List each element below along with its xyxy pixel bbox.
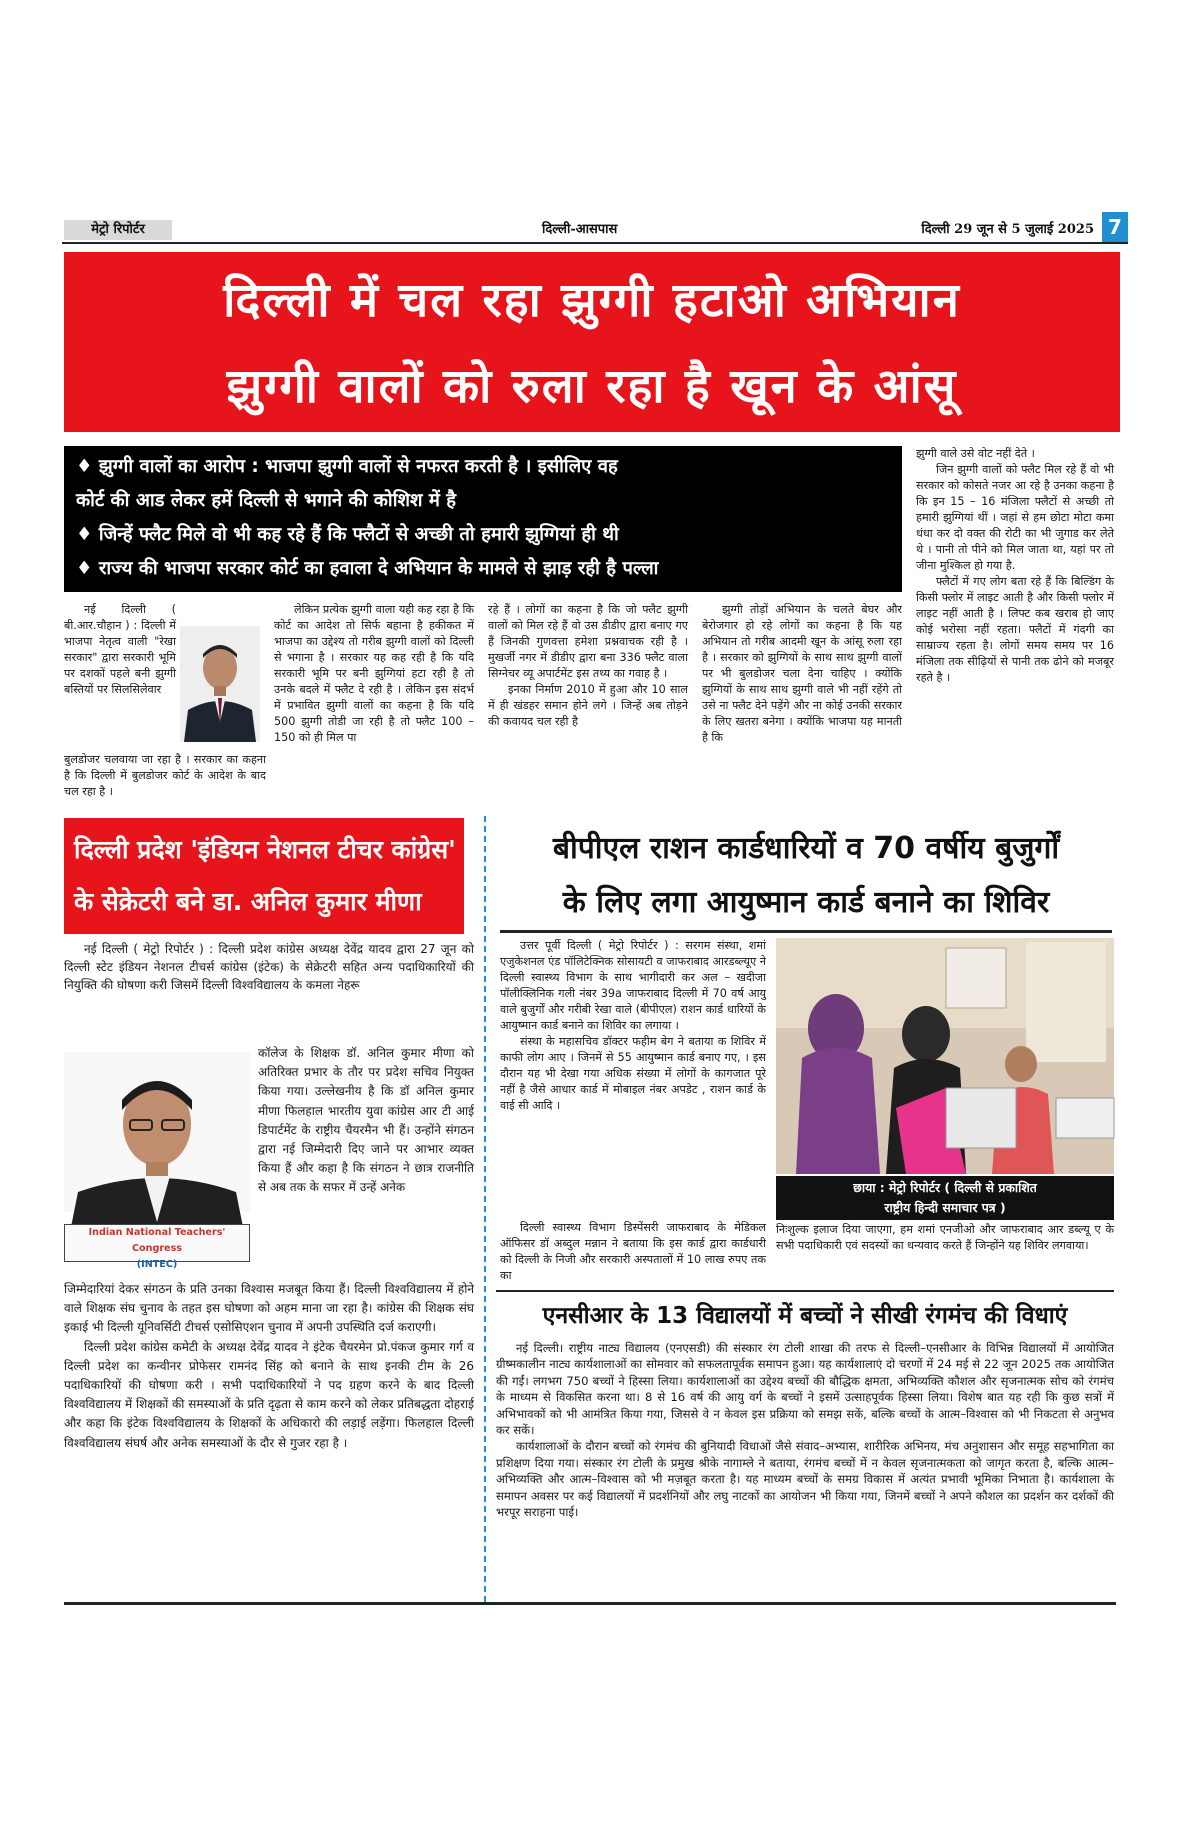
story3-paragraph: संस्था के महासचिव डॉक्टर फहीम बेग ने बताया क शिविर में काफी लोग आए । जिनमें से 55 आयुष्मान कार्ड बनाए गए, । इस दौरान यह भी देखा गया अधिक संख्या में लोगों के कागजात पूरे नहीं है जैसे आधार कार्ड में मोबाइल नंबर अपडेट , राशन कार्ड के वाई सी आदि ।	[500, 1035, 766, 1112]
reporter-photo	[180, 626, 260, 742]
story2-headline-line1: दिल्ली प्रदेश 'इंडियन नेशनल टीचर कांग्रेस'	[74, 835, 456, 864]
intec-label	[64, 1224, 250, 1270]
lead-col1-bottom	[64, 752, 266, 808]
story3-headline-line2: के लिए लगा आयुष्मान कार्ड बनाने का शिविर	[562, 885, 1050, 920]
story3-col-left-bottom	[500, 1220, 766, 1286]
highlight-line: कोर्ट की आड लेकर हमें दिल्ली से भगाने की कोशिश में है	[76, 490, 457, 511]
lead-col4	[702, 602, 902, 810]
story3-paragraph: दिल्ली स्वास्थ्य विभाग डिस्पेंसरी जाफराबाद के मेडिकल ऑफिसर डॉ अब्दुल मन्नान ने बताया कि इस कार्ड द्वारा कार्डधारी को दिल्ली के निजी और सरकारी अस्पतालों में 10 लाख रुपए तक का	[500, 1221, 766, 1282]
story3-col-right-bottom	[776, 1222, 1114, 1286]
story3-col-left	[500, 938, 766, 1218]
story3-rule	[500, 930, 1112, 933]
lead-paragraph: बुलडोजर चलवाया जा रहा है । सरकार का कहना है कि दिल्ली में बुलडोजर कोर्ट के आदेश के बाद चल रहा है ।	[64, 753, 266, 798]
page-header	[62, 215, 1128, 244]
lead-paragraph: नई दिल्ली ( बी.आर.चौहान ) : दिल्ली में भाजपा नेतृत्व वाली "रेखा सरकार" द्वारा सरकारी भूमि पर दशकों पहले बनी झुग्गी बस्तियों पर सिलसिलेवार	[64, 603, 176, 696]
page-number: 7	[1102, 212, 1128, 242]
highlight-line: ♦ झुग्गी वालों का आरोप : भाजपा झुग्गी वालों से नफरत करती है । इसीलिए वह	[76, 456, 618, 477]
section-name: दिल्ली-आसपास	[542, 222, 618, 237]
story4-paragraph: कार्यशालाओं के दौरान बच्चों को रंगमंच की बुनियादी विधाओं जैसे संवाद–अभ्यास, शारीरिक अभिनय, मंच अनुशासन और समूह सहभागिता का प्रशिक्षण दिया गया। संस्कार रंग टोली के प्रमुख श्रीके नागाम्ले ने बताया, रंगमंच बच्चों में न केवल सृजनात्मकता को जागृत करता है, बल्कि आत्म–अभिव्यक्ति और आत्म–विश्वास को भी मज़बूत करता है। यह माध्यम बच्चों के समग्र विकास में अत्यंत प्रभावी भूमिका निभाता है। कार्यशाला के समापन अवसर पर कई विद्यालयों में प्रदर्शनियों और लघु नाटकों का आयोजन भी किया गया, जिनमें बच्चों ने अपने कौशल का प्रदर्शन कर दर्शकों की भरपूर सराहना पाई।	[496, 1439, 1114, 1520]
story2-headline-box	[64, 818, 464, 934]
lead-headline-line2: झुग्गी वालों को रुला रहा है खून के आंसू	[226, 359, 958, 414]
page-bottom-rule	[64, 1602, 1116, 1605]
highlight-line: ♦ जिन्हें फ्लैट मिले वो भी कह रहे हैं कि फ्लैटों से अच्छी तो हमारी झुग्गियां ही थी	[76, 524, 619, 545]
reporter-portrait-image	[180, 626, 260, 742]
highlight-line: ♦ राज्य की भाजपा सरकार कोर्ट का हवाला दे अभियान के मामले से झाड़ रही है पल्ला	[76, 558, 659, 579]
lead-paragraph: फ्लैटों में गए लोग बता रहे हैं कि बिल्डिंग के किसी फ्लोर में लाइट आती है और किसी फ्लोर में लाइट नहीं आती है । लिफ्ट कब खराब हो जाए कोई भरोसा नहीं रहता। फ्लैटों में गंदगी का साम्राज्य रहता है। लोगों समय समय पर 16 मंजिला तक सीढ़ियों से पानी तक ढोने को मजबूर रहते है ।	[916, 575, 1114, 684]
lead-headline-banner	[64, 252, 1120, 432]
lead-col2	[274, 602, 474, 810]
lead-headline-line1: दिल्ली में चल रहा झुग्गी हटाओ अभियान	[223, 273, 961, 328]
story2-paragraph: जिम्मेदारियां देकर संगठन के प्रति उनका विश्वास मजबूत किया हैं। दिल्ली विश्वविद्यालय में होने वाले शिक्षक संघ चुनाव के तहत इस घोषणा को अहम माना जा रहा है। कांग्रेस की शिक्षक संघ इकाई भी दिल्ली यूनिवर्सिटी टीचर्स एसोसिएशन चुनाव में अपनी उपस्थिति दर्ज कराएगी।	[64, 1282, 474, 1335]
story2-paragraph: कॉलेज के शिक्षक डॉ. अनिल कुमार मीणा को अतिरिक्त प्रभार के तौर पर प्रदेश सचिव नियुक्त किया गया। उल्लेखनीय है कि डॉ अनिल कुमार मीणा फिलहाल भारतीय युवा कांग्रेस आर टी आई डिपार्टमेंट के राष्ट्रीय चैयरमैन भी हैं। उन्होंने संगठन द्वारा नई जिम्मेदारी दिए जाने पर आभार व्यक्त किया हैं और कहा है कि संगठन ने छात्र राजनीति से अब तक के सफर में उन्हें अनेक	[258, 1046, 474, 1195]
story3-headline-line1: बीपीएल राशन कार्डधारियों व 70 वर्षीय बुजुर्गों	[552, 831, 1060, 866]
story2-paragraph: दिल्ली प्रदेश कांग्रेस कमेटी के अध्यक्ष देवेंद्र यादव ने इंटेक चैयरमेन प्रो.पंकज कुमार गर्ग व दिल्ली प्रदेश का कन्वीनर प्रोफेसर रामनंद सिंह को बनाने के साथ इनकी टीम के 26 पदाधिकारियों की घोषणा करी । सभी पदाधिकारियों ने पद ग्रहण करने के बाद दिल्ली विश्वविद्यालय में शिक्षकों की समस्याओं के प्रति दृढ़ता से काम करने को लेकर प्रतिबद्धता दोहराई और कहा कि इंटेक विश्वविद्यालय के शिक्षकों के अधिकारो की लड़ाई लड़ेंगा। फिलहाल दिल्ली विश्वविद्यालय संघर्ष और अनेक समस्याओं के दौर से गुजर रहा है ।	[64, 1339, 474, 1450]
photo-caption	[776, 1176, 1114, 1220]
lead-col1-top	[64, 602, 176, 752]
lead-col5	[916, 446, 1114, 812]
lead-paragraph: झुग्गी वाले उसे वोट नहीं देते ।	[916, 447, 1035, 460]
story3-paragraph: उत्तर पूर्वी दिल्ली ( मेट्रो रिपोर्टर ) : सरगम संस्था, शमां एजुकेशनल एंड पॉलिटेक्निक सोसायटी व जाफराबाद आरडब्ल्यूए ने दिल्ली स्वास्थ्य विभाग के साथ भागीदारी कर अल – खदीजा पॉलीक्लिनिक गली नंबर 39a जाफराबाद दिल्ली में 70 वर्ष आयु वाले बुजुर्गों और गरीबी रेखा वाले (बीपीएल) राशन कार्ड धारियों के आयुष्मान कार्ड बनाने का शिविर का लगाया ।	[500, 939, 766, 1032]
lead-paragraph: जिन झुग्गी वालों को फ्लैट मिल रहे हैं वो भी सरकार को कोसते नजर आ रहे है उनका कहना है कि इन 15 – 16 मंजिला फ्लैटों से अच्छी तो हमारी झुग्गियां थीं । जहां से हम छोटा मोटा कमा धंधा कर दो वक्त की रोटी का भी जुगाड कर लेते थे । पानी तो पीने को मिल जाता था, यहां पर तो जीना मुश्किल हो गया है.	[916, 463, 1114, 572]
story2-beside-photo	[258, 1044, 474, 1278]
health-camp-image	[776, 938, 1114, 1174]
intec-label-line2: (INTEC)	[136, 1259, 178, 1270]
story2-photo	[64, 1052, 250, 1270]
caption-line2: राष्ट्रीय हिन्दी समाचार पत्र )	[884, 1200, 1006, 1215]
story3-photo	[776, 938, 1114, 1174]
lead-col3	[488, 602, 688, 810]
lead-paragraph: इनका निर्माण 2010 में हुआ और 10 साल में ही खंडहर समान होने लगे । जिन्हें अब तोड़ने की कवायद चल रही है	[488, 683, 688, 728]
lead-highlights-box	[64, 446, 902, 592]
column-divider	[484, 816, 486, 1602]
story2-paragraph: नई दिल्ली ( मेट्रो रिपोर्टर ) : दिल्ली प्रदेश कांग्रेस अध्यक्ष देवेंद्र यादव द्वारा 27 जून को दिल्ली स्टेट इंडियन नेशनल टीचर्स कांग्रेस (इंटेक) के सेक्रेटरी सहित अन्य पदाधिकारियों की नियुक्ति की घोषणा करी जिसमें दिल्ली विश्वविद्यालय के कमला नेहरू	[64, 942, 474, 992]
story3-paragraph: निःशुल्क इलाज दिया जाएगा, हम शमां एनजीओ और जाफराबाद आर डब्ल्यू ए के सभी पदाधिकारी एवं सदस्यों का धन्यवाद करते हैं जिन्होंने यह शिविर लगवाया।	[776, 1223, 1114, 1252]
story2-intro	[64, 940, 474, 1050]
caption-line1: छाया : मेट्रो रिपोर्टर ( दिल्ली से प्रकाशित	[853, 1180, 1037, 1195]
publication-name: मेट्रो रिपोर्टर	[64, 220, 172, 240]
intec-label-line1: Indian National Teachers' Congress	[88, 1227, 226, 1254]
story4-headline: एनसीआर के 13 विद्यालयों में बच्चों ने सीखी रंगमंच की विधाएं	[542, 1303, 1068, 1329]
story3-headline	[500, 822, 1112, 930]
lead-paragraph: रहे हैं । लोगों का कहना है कि जो फ्लैट झुग्गी वालों को मिल रहे हैं वो उस डीडीए द्वारा बनाए गए हैं जिनकी गुणवत्ता हमेशा प्रश्नवाचक रही है । मुखर्जी नगर में डीडीए द्वारा बना 336 फ्लैट वाला सिग्नेचर व्यू अपार्टमेंट इस तथ्य का गवाह है ।	[488, 603, 688, 680]
lead-paragraph: लेकिन प्रत्येक झुग्गी वाला यही कह रहा है कि कोर्ट का आदेश तो सिर्फ बहाना है हकीकत में भाजपा का उद्देश्य तो गरीब झुग्गी वालों को दिल्ली से भगाना है । सरकार यह कह रही है कि यदि सरकारी भूमि पर बनी झुग्गियां हटा रही है तो उनके बदले में फ्लैट दे रही है । लेकिन इस संदर्भ में प्रभावित झुग्गी वालों का कहना है कि यदि 500 झुग्गी तोडी जा रही है तो फ्लैट 100 – 150 को ही मिल पा	[274, 603, 474, 744]
story4-top-rule	[496, 1290, 1114, 1292]
issue-date: दिल्ली 29 जून से 5 जुलाई 2025	[921, 222, 1094, 237]
story2-headline-line2: के सेक्रेटरी बने डा. अनिल कुमार मीणा	[74, 887, 422, 916]
story2-rest	[64, 1280, 474, 1598]
lead-paragraph: झुग्गी तोड़ों अभियान के चलते बेघर और बेरोजगार हो रहे लोगों का कहना है कि यह अभियान तो गरीब आदमी खून के आंसू रुला रहा है । सरकार को झुग्गियों के साथ साथ झुग्गी वालों पर भी बुलडोजर चला देना चाहिए । क्योंकि झुग्गियों के साथ साथ झुग्गी वाले भी नहीं रहेंगे तो उसे ना फ्लैट देने पड़ेंगे और ना कोई उनकी सरकार के लिए खतरा बनेगा । क्योंकि भाजपा यह मानती है कि	[702, 603, 902, 744]
story4-paragraph: नई दिल्ली। राष्ट्रीय नाट्य विद्यालय (एनएसडी) की संस्कार रंग टोली शाखा की तरफ से दिल्ली–एनसीआर के विभिन्न विद्यालयों में आयोजित ग्रीष्मकालीन नाट्य कार्यशालाओं का सोमवार को सफलतापूर्वक समापन हुआ। यह कार्यशालाएं दो चरणों में 24 मई से 22 जून 2025 तक आयोजित की गईं। लगभग 750 बच्चों ने हिस्सा लिया। कार्यशालाओं का उद्देश्य बच्चों की बौद्धिक क्षमता, अभिव्यक्ति कौशल और सृजनात्मक सोच को रंगमंच के माध्यम से विकसित करना था। 8 से 16 वर्ष की आयु वर्ग के बच्चों ने इसमें उत्साहपूर्वक हिस्सा लिया। विशेष बात यह रही कि कुछ सत्रों में अभिभावकों को भी आमंत्रित किया गया, जिससे वे न केवल इस प्रक्रिया को समझ सकें, बल्कि बच्चों के आत्म–विश्वास को भी निकटता से अनुभव कर सकें।	[496, 1341, 1114, 1438]
story4-body	[496, 1340, 1114, 1600]
